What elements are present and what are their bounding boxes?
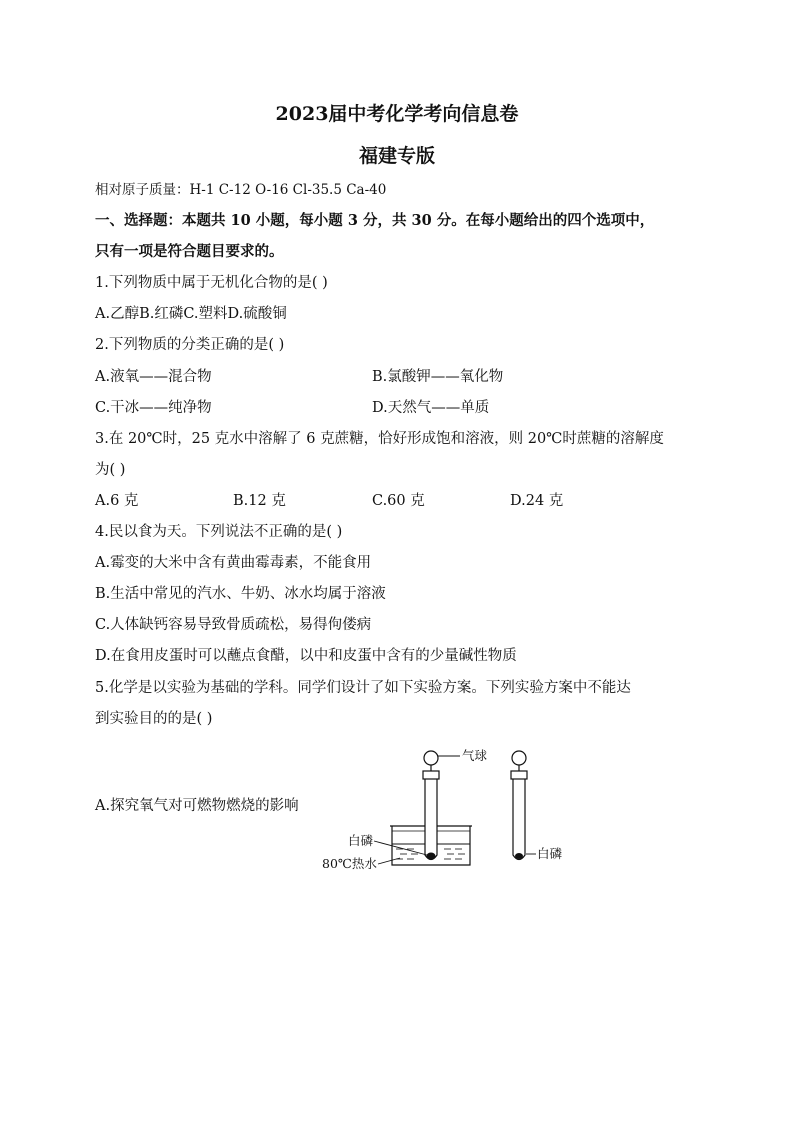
q2-option-c: C.干冰——纯净物 (95, 400, 212, 416)
label-hot-water: 80℃热水 (322, 856, 377, 871)
q2-stem: 2.下列物质的分类正确的是( ) (95, 337, 285, 353)
q1-options: A.乙醇B.红磷C.塑料D.硫酸铜 (95, 306, 287, 322)
test-tube-left (423, 751, 439, 860)
q2-option-b: B.氯酸钾——氧化物 (372, 369, 504, 385)
q3-option-b: B.12 克 (233, 493, 286, 509)
q4-option-b: B.生活中常见的汽水、牛奶、冰水均属于溶液 (95, 586, 386, 602)
q3-option-c: C.60 克 (372, 493, 425, 509)
q5-stem-line1: 5.化学是以实验为基础的学科。同学们设计了如下实验方案。下列实验方案中不能达 (95, 680, 631, 696)
label-phosphorus-right: 白磷 (537, 846, 563, 861)
experiment-figure (310, 738, 580, 873)
q1-stem: 1.下列物质中属于无机化合物的是( ) (95, 275, 328, 291)
q3-stem-line2: 为( ) (95, 462, 126, 478)
label-phosphorus-left: 白磷 (348, 833, 374, 848)
q4-option-c: C.人体缺钙容易导致骨质疏松，易得佝偻病 (95, 617, 372, 633)
q3-stem-line1: 3.在 20℃时，25 克水中溶解了 6 克蔗糖，恰好形成饱和溶液，则 20℃时蔗糖的溶解度 (95, 431, 664, 447)
test-tube-right (511, 751, 527, 860)
q3-option-a: A.6 克 (95, 493, 139, 509)
atomic-mass-line: 相对原子质量：H-1 C-12 O-16 Cl-35.5 Ca-40 (95, 182, 387, 198)
q4-stem: 4.民以食为天。下列说法不正确的是( ) (95, 524, 343, 540)
exam-subtitle: 福建专版 (358, 145, 435, 167)
q3-option-d: D.24 克 (510, 493, 564, 509)
q4-option-a: A.霉变的大米中含有黄曲霉毒素，不能食用 (95, 555, 372, 571)
section-instructions-line2: 只有一项是符合题目要求的。 (95, 243, 284, 260)
q5-option-a: A.探究氧气对可燃物燃烧的影响 (95, 798, 299, 814)
section-instructions-line1: 一、选择题：本题共 10 小题，每小题 3 分，共 30 分。在每小题给出的四个选项中， (95, 212, 655, 229)
exam-title: 2023届中考化学考向信息卷 (275, 103, 519, 125)
q4-option-d: D.在食用皮蛋时可以蘸点食醋，以中和皮蛋中含有的少量碱性物质 (95, 648, 517, 664)
q2-option-d: D.天然气——单质 (372, 400, 490, 416)
q5-stem-line2: 到实验目的的是( ) (95, 711, 213, 727)
label-balloon: 气球 (462, 748, 488, 763)
q2-option-a: A.液氧——混合物 (95, 369, 212, 385)
